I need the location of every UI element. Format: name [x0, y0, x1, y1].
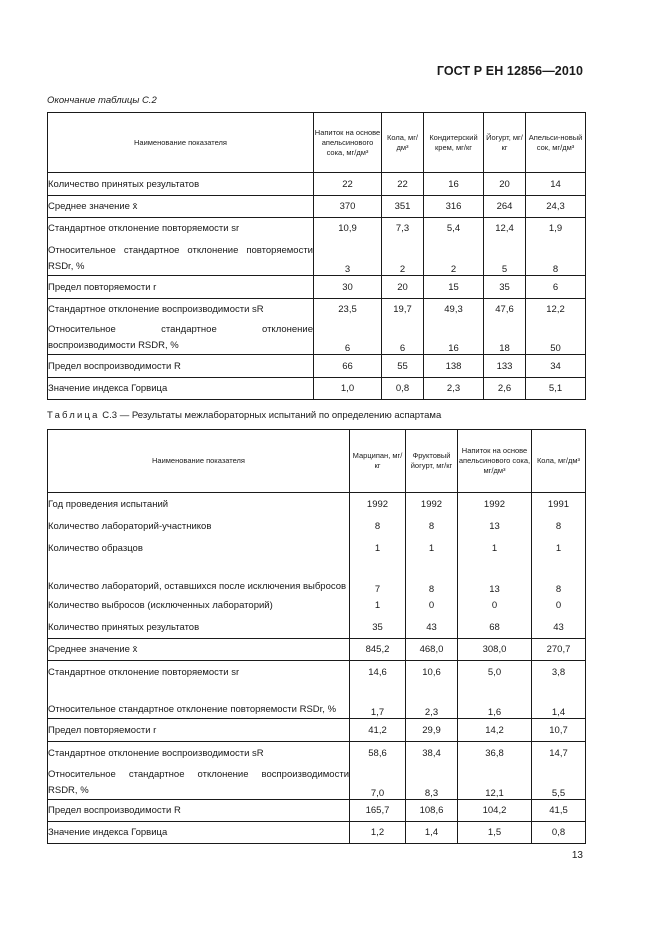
cell-value: 1,7	[350, 684, 406, 719]
cell-value: 20	[484, 173, 526, 196]
table-row	[48, 218, 586, 240]
cell-value: 24,3	[526, 196, 586, 218]
cell-value: 0,8	[532, 822, 586, 844]
row-label: Предел повторяемости r	[48, 276, 314, 299]
table2-caption-prefix: Таблица	[47, 410, 100, 421]
cell-value: 1,5	[458, 822, 532, 844]
cell-value: 14,6	[350, 661, 406, 684]
row-label: Предел воспроизводимости R	[48, 800, 350, 822]
table-row	[48, 765, 586, 800]
cell-value: 14,7	[532, 742, 586, 765]
cell-value: 138	[424, 355, 484, 378]
cell-value: 5,0	[458, 661, 532, 684]
cell-value: 1	[350, 538, 406, 560]
row-label: Количество лабораторий-участников	[48, 516, 350, 538]
table-row	[48, 276, 586, 299]
cell-value: 47,6	[484, 299, 526, 321]
column-header: Наименование показателя	[48, 113, 314, 173]
table-row	[48, 516, 586, 538]
column-header: Марципан, мг/кг	[350, 430, 406, 493]
cell-value: 7,3	[382, 218, 424, 240]
cell-value: 34	[526, 355, 586, 378]
cell-value: 316	[424, 196, 484, 218]
cell-value: 7	[350, 560, 406, 595]
table-row	[48, 240, 586, 276]
cell-value: 2,6	[484, 378, 526, 400]
document-header: ГОСТ Р ЕН 12856—2010	[436, 64, 583, 78]
column-header: Йогурт, мг/кг	[484, 113, 526, 173]
row-label: Предел воспроизводимости R	[48, 355, 314, 378]
cell-value: 16	[424, 173, 484, 196]
cell-value: 8	[406, 560, 458, 595]
cell-value: 13	[458, 516, 532, 538]
column-header: Фруктовый йогурт, мг/кг	[406, 430, 458, 493]
cell-value: 22	[314, 173, 382, 196]
table-row	[48, 661, 586, 684]
row-label: Относительное стандартное отклонение воспроизводимости RSDR, %	[48, 321, 314, 355]
cell-value: 8	[532, 560, 586, 595]
cell-value: 12,1	[458, 765, 532, 800]
cell-value: 43	[406, 617, 458, 639]
cell-value: 1,4	[532, 684, 586, 719]
cell-value: 36,8	[458, 742, 532, 765]
cell-value: 5,4	[424, 218, 484, 240]
row-label: Стандартное отклонение повторяемости sr	[48, 661, 350, 684]
table2-caption-title: С.3 — Результаты межлабораторных испытаний по определению аспартама	[102, 410, 442, 421]
cell-value: 1992	[458, 493, 532, 516]
table-row	[48, 196, 586, 218]
column-header: Апельси-новый сок, мг/дм³	[526, 113, 586, 173]
table-row	[48, 321, 586, 355]
cell-value: 14	[526, 173, 586, 196]
cell-value: 35	[484, 276, 526, 299]
column-header: Кола, мг/дм³	[382, 113, 424, 173]
row-label: Среднее значение x̄	[48, 639, 350, 661]
cell-value: 13	[458, 560, 532, 595]
row-label: Стандартное отклонение повторяемости sr	[48, 218, 314, 240]
cell-value: 1991	[532, 493, 586, 516]
cell-value: 1	[406, 538, 458, 560]
cell-value: 1,0	[314, 378, 382, 400]
row-label: Предел повторяемости r	[48, 719, 350, 742]
cell-value: 8,3	[406, 765, 458, 800]
cell-value: 68	[458, 617, 532, 639]
cell-value: 370	[314, 196, 382, 218]
cell-value: 8	[350, 516, 406, 538]
cell-value: 165,7	[350, 800, 406, 822]
row-label: Количество выбросов (исключенных лабораторий)	[48, 595, 350, 617]
cell-value: 1	[458, 538, 532, 560]
table-row	[48, 822, 586, 844]
row-label: Количество принятых результатов	[48, 617, 350, 639]
cell-value: 3,8	[532, 661, 586, 684]
cell-value: 104,2	[458, 800, 532, 822]
cell-value: 55	[382, 355, 424, 378]
row-label: Стандартное отклонение воспроизводимости sR	[48, 742, 350, 765]
row-label: Стандартное отклонение воспроизводимости sR	[48, 299, 314, 321]
cell-value: 8	[526, 240, 586, 276]
cell-value: 264	[484, 196, 526, 218]
cell-value: 5,1	[526, 378, 586, 400]
table-row	[48, 299, 586, 321]
cell-value: 2	[424, 240, 484, 276]
column-header: Кондитерский крем, мг/кг	[424, 113, 484, 173]
row-label: Год проведения испытаний	[48, 493, 350, 516]
cell-value: 66	[314, 355, 382, 378]
table-row	[48, 378, 586, 400]
cell-value: 351	[382, 196, 424, 218]
cell-value: 2,3	[406, 684, 458, 719]
cell-value: 1,9	[526, 218, 586, 240]
table-row	[48, 742, 586, 765]
table-row	[48, 173, 586, 196]
cell-value: 6	[314, 321, 382, 355]
cell-value: 0	[458, 595, 532, 617]
row-label: Относительное стандартное отклонение воспроизводимости RSDR, %	[48, 765, 350, 800]
cell-value: 1992	[406, 493, 458, 516]
table-row	[48, 719, 586, 742]
cell-value: 19,7	[382, 299, 424, 321]
row-label: Среднее значение x̄	[48, 196, 314, 218]
cell-value: 1,6	[458, 684, 532, 719]
cell-value: 0,8	[382, 378, 424, 400]
cell-value: 0	[532, 595, 586, 617]
row-label: Количество принятых результатов	[48, 173, 314, 196]
cell-value: 23,5	[314, 299, 382, 321]
cell-value: 38,4	[406, 742, 458, 765]
cell-value: 1,2	[350, 822, 406, 844]
table2-caption	[47, 410, 441, 421]
cell-value: 58,6	[350, 742, 406, 765]
cell-value: 5	[484, 240, 526, 276]
table-row	[48, 617, 586, 639]
table-row	[48, 684, 586, 719]
cell-value: 30	[314, 276, 382, 299]
cell-value: 50	[526, 321, 586, 355]
cell-value: 1992	[350, 493, 406, 516]
cell-value: 16	[424, 321, 484, 355]
cell-value: 41,2	[350, 719, 406, 742]
table-c3	[47, 429, 586, 844]
cell-value: 845,2	[350, 639, 406, 661]
row-label: Значение индекса Горвица	[48, 822, 350, 844]
cell-value: 35	[350, 617, 406, 639]
table-row	[48, 595, 586, 617]
table-row	[48, 800, 586, 822]
cell-value: 12,2	[526, 299, 586, 321]
cell-value: 8	[532, 516, 586, 538]
cell-value: 41,5	[532, 800, 586, 822]
page-number: 13	[571, 850, 583, 861]
cell-value: 14,2	[458, 719, 532, 742]
cell-value: 29,9	[406, 719, 458, 742]
column-header: Напиток на основе апельсинового сока, мг/дм³	[458, 430, 532, 493]
cell-value: 1	[532, 538, 586, 560]
row-label: Количество лабораторий, оставшихся после исключения выбросов	[48, 560, 350, 595]
cell-value: 10,9	[314, 218, 382, 240]
cell-value: 20	[382, 276, 424, 299]
cell-value: 108,6	[406, 800, 458, 822]
cell-value: 18	[484, 321, 526, 355]
cell-value: 270,7	[532, 639, 586, 661]
table-row	[48, 493, 586, 516]
cell-value: 8	[406, 516, 458, 538]
cell-value: 15	[424, 276, 484, 299]
cell-value: 49,3	[424, 299, 484, 321]
table-row	[48, 538, 586, 560]
cell-value: 6	[526, 276, 586, 299]
table-row	[48, 639, 586, 661]
row-label: Относительное стандартное отклонение повторяемости RSDr, %	[48, 684, 350, 719]
table-row	[48, 355, 586, 378]
cell-value: 133	[484, 355, 526, 378]
cell-value: 43	[532, 617, 586, 639]
cell-value: 468,0	[406, 639, 458, 661]
cell-value: 7,0	[350, 765, 406, 800]
column-header: Кола, мг/дм³	[532, 430, 586, 493]
row-label: Относительное стандартное отклонение повторяемости RSDr, %	[48, 240, 314, 276]
cell-value: 12,4	[484, 218, 526, 240]
column-header: Напиток на основе апельсинового сока, мг/дм³	[314, 113, 382, 173]
cell-value: 2,3	[424, 378, 484, 400]
cell-value: 6	[382, 321, 424, 355]
cell-value: 5,5	[532, 765, 586, 800]
table1-caption: Окончание таблицы С.2	[47, 95, 157, 106]
cell-value: 1,4	[406, 822, 458, 844]
cell-value: 10,7	[532, 719, 586, 742]
cell-value: 1	[350, 595, 406, 617]
table-row	[48, 560, 586, 595]
cell-value: 2	[382, 240, 424, 276]
cell-value: 3	[314, 240, 382, 276]
column-header: Наименование показателя	[48, 430, 350, 493]
cell-value: 10,6	[406, 661, 458, 684]
cell-value: 308,0	[458, 639, 532, 661]
table-c2-continuation	[47, 112, 586, 400]
cell-value: 0	[406, 595, 458, 617]
row-label: Количество образцов	[48, 538, 350, 560]
cell-value: 22	[382, 173, 424, 196]
row-label: Значение индекса Горвица	[48, 378, 314, 400]
